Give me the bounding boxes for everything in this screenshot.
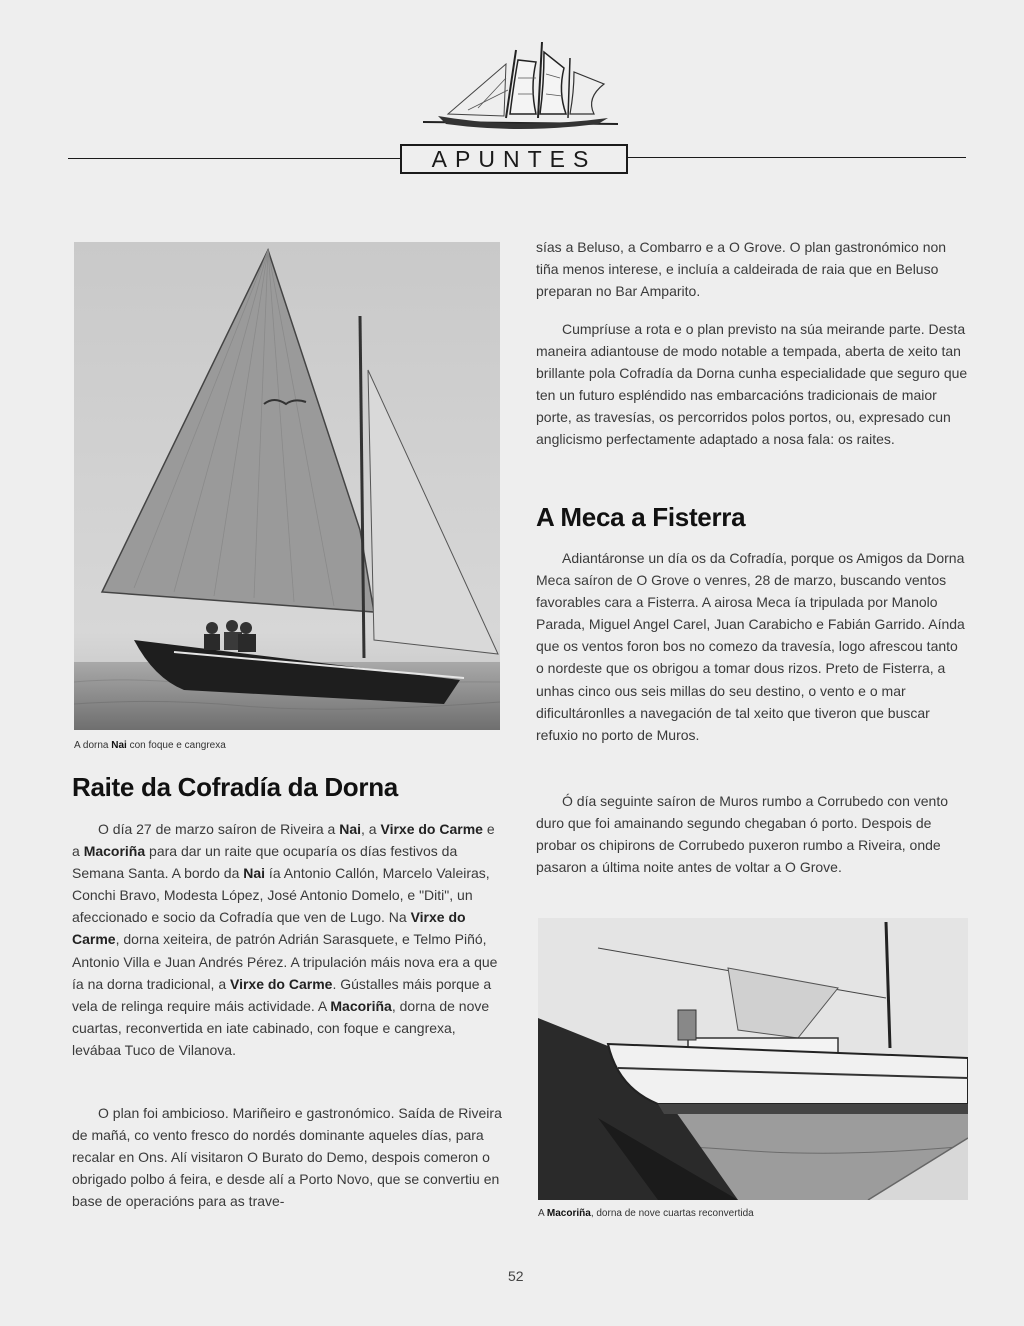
right-paragraph-2: Cumpríuse a rota e o plan previsto na súa meirande parte. Desta maneira adiantouse de modo notable a tempada, aberta de xeito tan brillante pola Cofradía da Dorna cunha especialidade que seguro que ten un futuro espléndido nas embarcacións tradicionais de maior porte, as travesías, os percorridos polos portos, ou, expresado cun anglicismo perfectamente adaptado a nosa fala: os raites.: [536, 321, 968, 448]
sailing-ship-logo: [418, 38, 624, 134]
header-rule-right: [628, 157, 966, 158]
photo-dorna-nai-caption: A dorna Nai con foque e cangrexa: [74, 740, 226, 751]
section-title: APUNTES: [400, 144, 628, 174]
right-paragraph-3: Adiantáronse un día os da Cofradía, porque os Amigos da Dorna Meca saíron de O Grove o venres, 28 de marzo, buscando ventos favorables cara a Fisterra. A airosa Meca ía tripulada por Manolo Parada, Miguel Angel Carel, Juan Carabicho e Fabián Garrido. Aínda que os ventos foron bos no comezo da travesía, logo afrescou tanto o nordeste que os obrigou a tomar dous rizos. Preto de Fisterra, a unhas cinco ous seis millas do seu destino, o vento e o mar dificultáronlles a navegación de tal xeito que tiveron que buscar refuxio no porto de Muros.: [536, 550, 965, 743]
page-number: 52: [508, 1268, 524, 1284]
right-paragraph-4: Ó día seguinte saíron de Muros rumbo a Corrubedo con vento duro que foi amainando segundo chegaban ó porto. Despois de probar os chipirons de Corrubedo puxeron rumbo a Riveira, onde pasaron a última noite antes de voltar a O Grove.: [536, 793, 948, 876]
left-paragraph-2: O plan foi ambicioso. Mariñeiro e gastronómico. Saída de Riveira de mañá, co vento fresco do nordés dominante aqueles días, para recalar en Ons. Alí visitaron O Burato do Demo, despois comeron o obrigado polbo á feira, e desde alí a Porto Novo, que se convertiu en base de operacións para as trave-: [72, 1105, 502, 1210]
photo-macorina: [538, 918, 968, 1200]
heading-raite-da-cofradia: Raite da Cofradía da Dorna: [72, 772, 398, 802]
photo-macorina-caption: A Macoriña, dorna de nove cuartas reconvertida: [538, 1208, 754, 1219]
right-paragraph-1: sías a Beluso, a Combarro e a O Grove. O plan gastronómico non tiña menos interese, e incluía a caldeirada de raia que en Beluso preparan no Bar Amparito.: [536, 239, 947, 300]
heading-a-meca-a-fisterra: A Meca a Fisterra: [536, 502, 746, 532]
left-paragraph-1: O día 27 de marzo saíron de Riveira a Nai, a Virxe do Carme e a Macoriña para dar un raite que ocuparía os días festivos da Semana Santa. A bordo da Nai ía Antonio Callón, Marcelo Valeiras, Conchi Bravo, Modesta López, José Antonio Domelo, e "Diti", un afeccionado e socio da Cofradía que ven de Lugo. Na Virxe do Carme, dorna xeiteira, de patrón Adrián Sarasquete, e Telmo Piñó, Antonio Villa e Juan Andrés Pérez. A tripulación máis nova era a que ía na dorna tradicional, a Virxe do Carme. Gústalles máis porque a vela de relinga require máis actividade. A Macoriña, dorna de nove cuartas, reconvertida en iate cabinado, con foque e cangrexa, levábaa Tuco de Vilanova.: [72, 821, 498, 1058]
photo-dorna-nai: [74, 242, 500, 730]
header-rule-left: [68, 158, 400, 159]
